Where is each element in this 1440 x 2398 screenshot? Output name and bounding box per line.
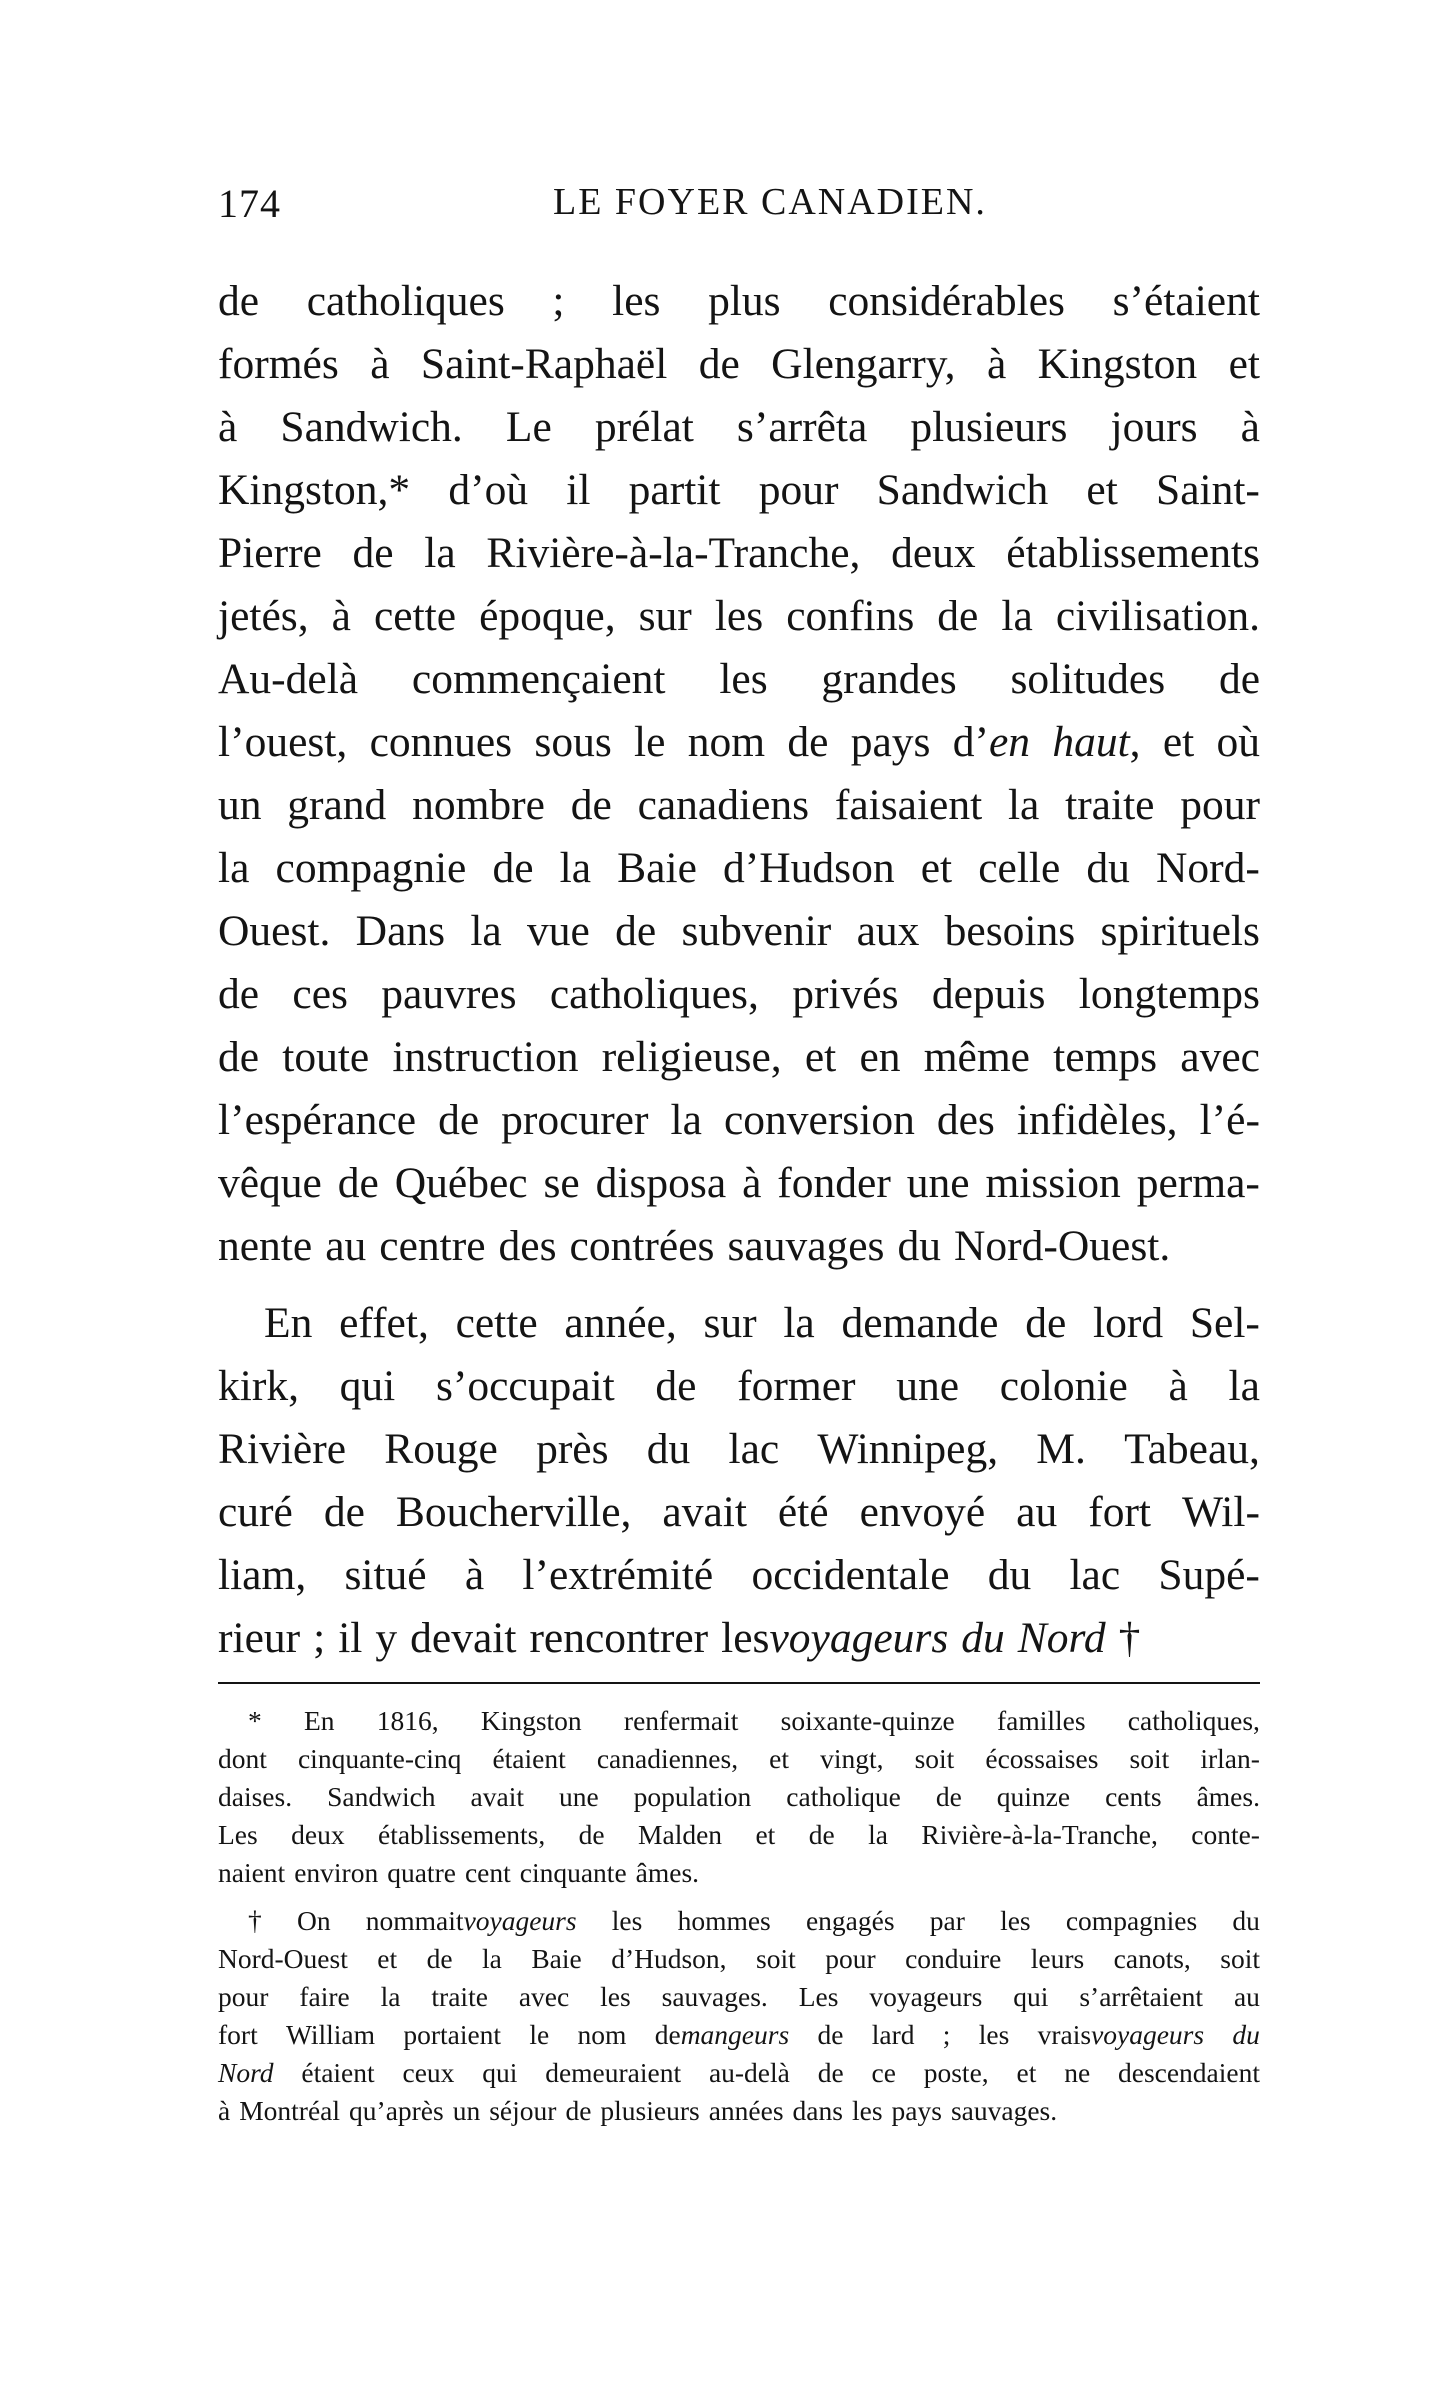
footnote-line: fort William portaient le nom demangeurs de lard ; les vraisvoyageurs du [218, 2019, 1260, 2050]
page-number: 174 [218, 181, 281, 226]
text-line: l’ouest, connues sous le nom de pays d’en haut, et où [218, 718, 1260, 766]
footnote-rule [218, 1682, 1260, 1684]
text-line: à Sandwich. Le prélat s’arrêta plusieurs jours à [218, 403, 1260, 451]
text-line: Au-delà commençaient les grandes solitudes de [218, 655, 1260, 703]
text-line: jetés, à cette époque, sur les confins de la civilisation. [218, 592, 1260, 640]
footnote-line: Nord étaient ceux qui demeuraient au-delà de ce poste, et ne descendaient [218, 2057, 1260, 2088]
footnote-line: * En 1816, Kingston renfermait soixante-quinze familles catholiques, [248, 1705, 1260, 1736]
text-line: En effet, cette année, sur la demande de lord Sel- [264, 1299, 1260, 1347]
text-line: liam, situé à l’extrémité occidentale du lac Supé- [218, 1551, 1260, 1599]
text-line: formés à Saint-Raphaël de Glengarry, à Kingston et [218, 340, 1260, 388]
text-line: kirk, qui s’occupait de former une colonie à la [218, 1362, 1260, 1410]
text-line: de catholiques ; les plus considérables s’étaient [218, 277, 1260, 325]
text-line: de toute instruction religieuse, et en même temps avec [218, 1033, 1260, 1081]
footnote-line: daises. Sandwich avait une population catholique de quinze cents âmes. [218, 1781, 1260, 1812]
text-line: un grand nombre de canadiens faisaient la traite pour [218, 781, 1260, 829]
text-line: de ces pauvres catholiques, privés depuis longtemps [218, 970, 1260, 1018]
footnote-line: Les deux établissements, de Malden et de la Rivière-à-la-Tranche, conte- [218, 1819, 1260, 1850]
text-line: l’espérance de procurer la conversion des infidèles, l’é- [218, 1096, 1260, 1144]
text-line: nente au centre des contrées sauvages du Nord-Ouest. [218, 1222, 1171, 1270]
footnote-line: à Montréal qu’après un séjour de plusieurs années dans les pays sauvages. [218, 2095, 1058, 2126]
running-title: LE FOYER CANADIEN. [553, 181, 987, 223]
footnote-line: Nord-Ouest et de la Baie d’Hudson, soit pour conduire leurs canots, soit [218, 1943, 1260, 1974]
text-line: rieur ; il y devait rencontrer lesvoyageurs du Nord † [218, 1614, 1141, 1662]
text-line: Kingston,* d’où il partit pour Sandwich et Saint- [218, 466, 1260, 514]
footnotes [218, 1702, 1260, 2130]
text-line: la compagnie de la Baie d’Hudson et celle du Nord- [218, 844, 1260, 892]
footnote-line: † On nommaitvoyageurs les hommes engagés par les compagnies du [248, 1905, 1260, 1936]
footnote-line: naient environ quatre cent cinquante âmes. [218, 1857, 700, 1888]
text-line: Ouest. Dans la vue de subvenir aux besoins spirituels [218, 907, 1260, 955]
text-line: Rivière Rouge près du lac Winnipeg, M. Tabeau, [218, 1425, 1260, 1473]
footnote-line: pour faire la traite avec les sauvages. Les voyageurs qui s’arrêtaient au [218, 1981, 1260, 2012]
text-line: Pierre de la Rivière-à-la-Tranche, deux établissements [218, 529, 1260, 577]
text-line: curé de Boucherville, avait été envoyé au fort Wil- [218, 1488, 1260, 1536]
footnote-line: dont cinquante-cinq étaient canadiennes, et vingt, soit écossaises soit irlan- [218, 1743, 1260, 1774]
text-line: vêque de Québec se disposa à fonder une mission perma- [218, 1159, 1260, 1207]
page-header [218, 180, 1258, 230]
main-text [218, 270, 1260, 1670]
